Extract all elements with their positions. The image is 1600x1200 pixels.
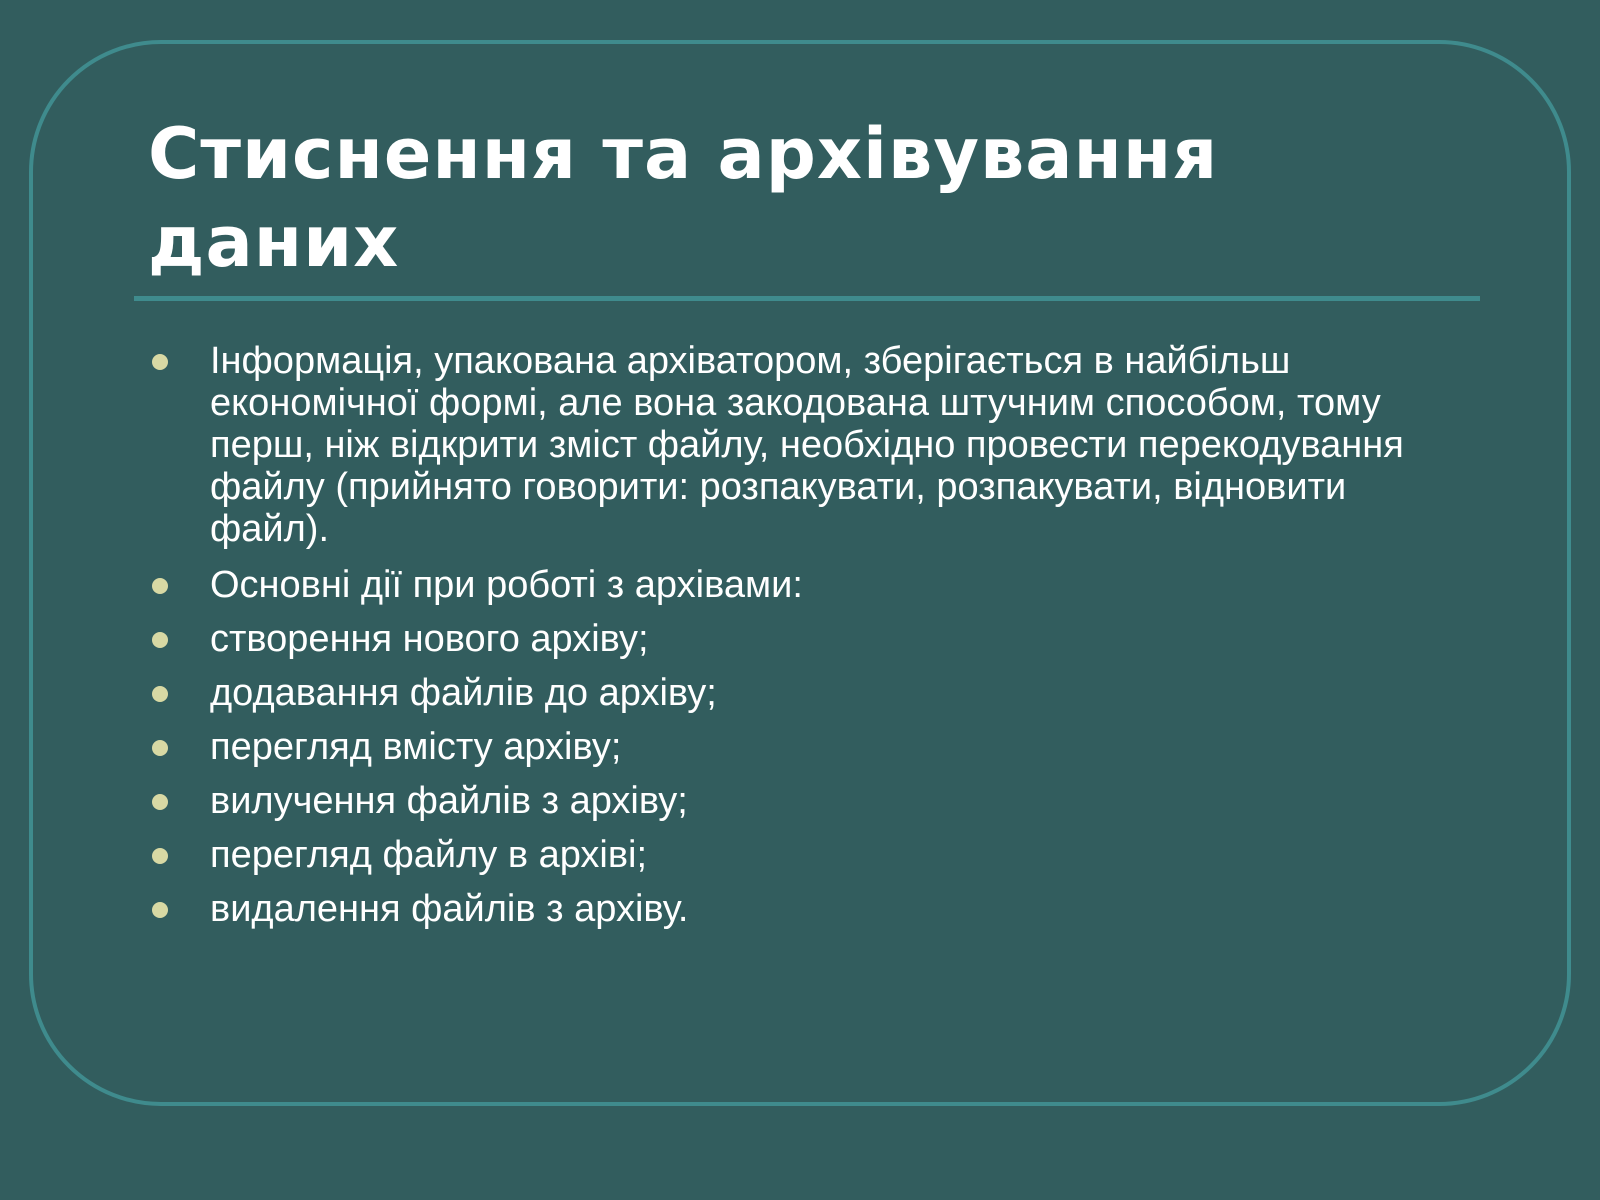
bullet-item xyxy=(150,672,1460,714)
bullet-item xyxy=(150,618,1460,660)
bullet-text: додавання файлів до архіву; xyxy=(210,672,717,714)
bullet-item xyxy=(150,564,1460,606)
bullet-item xyxy=(150,780,1460,822)
bullet-dot-icon xyxy=(152,578,168,594)
bullet-dot-icon xyxy=(152,354,168,370)
slide-title: Стиснення та архівування даних xyxy=(148,113,1219,283)
bullet-list xyxy=(150,340,1460,942)
bullet-text: вилучення файлів з архіву; xyxy=(210,780,688,822)
bullet-dot-icon xyxy=(152,632,168,648)
bullet-text: видалення файлів з архіву. xyxy=(210,888,689,930)
bullet-text: Основні дії при роботі з архівами: xyxy=(210,564,803,606)
bullet-item xyxy=(150,726,1460,768)
bullet-dot-icon xyxy=(152,794,168,810)
bullet-dot-icon xyxy=(152,848,168,864)
bullet-dot-icon xyxy=(152,740,168,756)
bullet-item xyxy=(150,834,1460,876)
bullet-text: перегляд файлу в архіві; xyxy=(210,834,648,876)
bullet-text: Інформація, упакована архіватором, зберігається в найбільш економічної формі, але вона закодована штучним способом, тому перш, ніж відкрити зміст файлу, необхідно провести перекодування файлу (прийнято говорити: розпакувати, розпакувати, відновити файл). xyxy=(210,340,1404,550)
bullet-text: перегляд вмісту архіву; xyxy=(210,726,622,768)
title-divider xyxy=(134,296,1480,301)
bullet-item xyxy=(150,888,1460,930)
bullet-item xyxy=(150,340,1460,550)
bullet-dot-icon xyxy=(152,686,168,702)
bullet-dot-icon xyxy=(152,902,168,918)
bullet-text: створення нового архіву; xyxy=(210,618,649,660)
